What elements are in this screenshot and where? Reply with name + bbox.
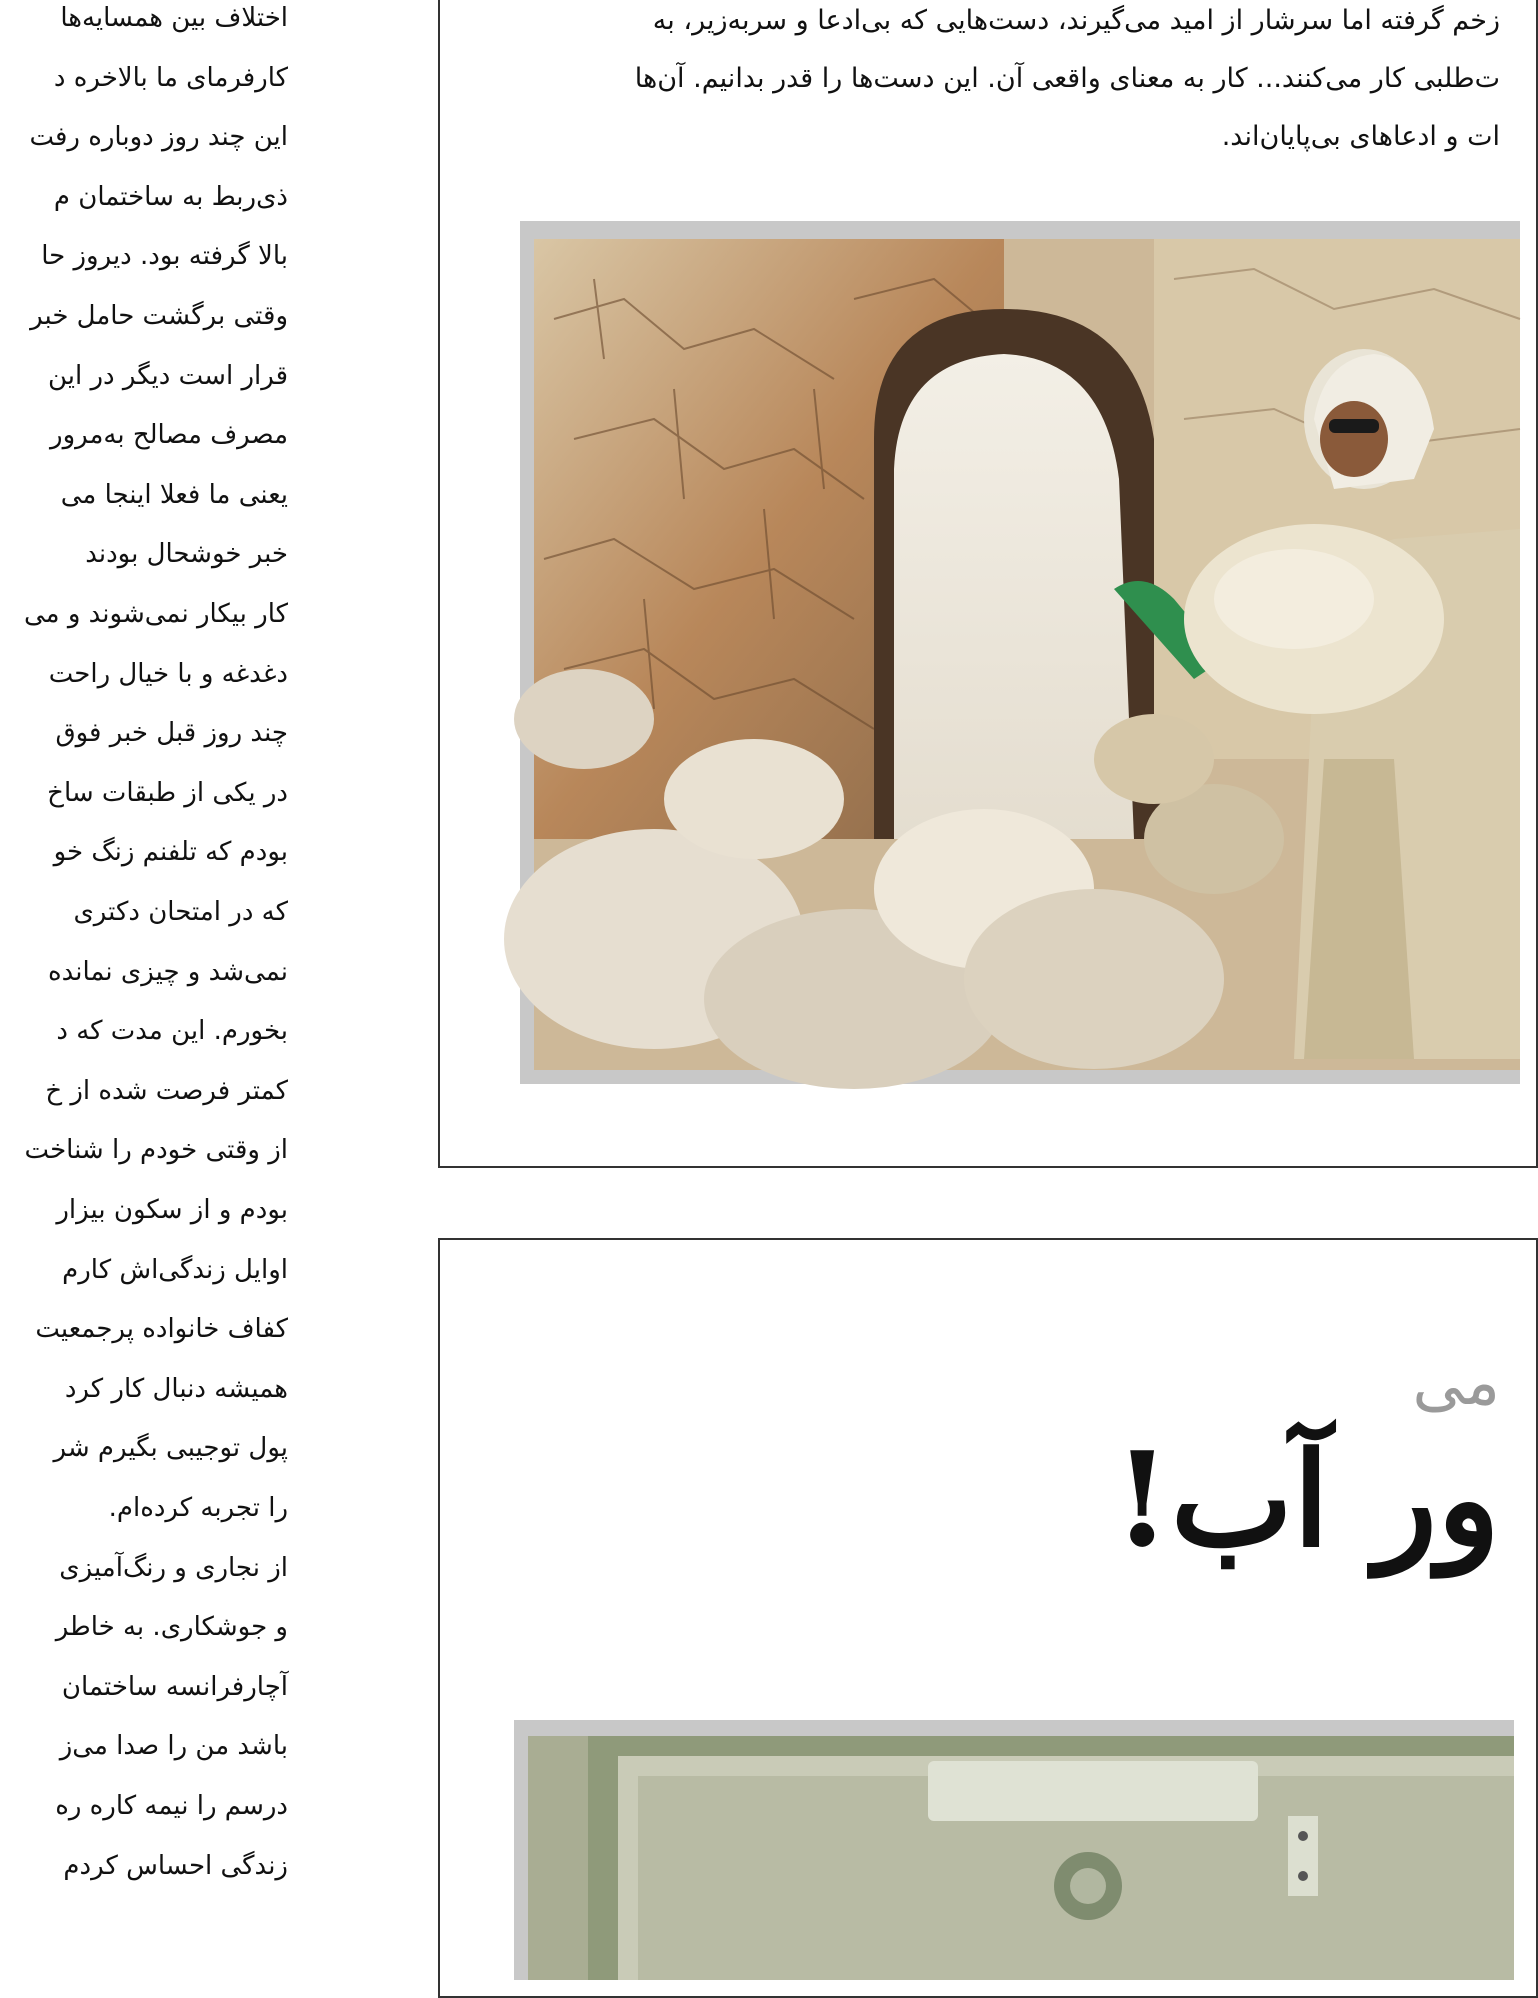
left-article-line-text: کفاف خانواده پرجمعیت: [35, 1314, 288, 1345]
photo-worker-carrying-stone: [534, 239, 1520, 1070]
left-article-line: [2, 598, 288, 630]
left-article-line: [2, 240, 288, 272]
left-article-line: [2, 836, 288, 868]
left-article-line-text: یعنی ما فعلا اینجا می: [60, 479, 288, 510]
left-article-line: [2, 1671, 288, 1703]
left-article-line-text: از نجاری و رنگ‌آمیزی: [59, 1552, 288, 1583]
left-article-line-text: قرار است دیگر در این: [47, 360, 288, 391]
left-article-line-text: بودم و از سکون بیزار: [56, 1195, 288, 1225]
left-article-line: [2, 1134, 288, 1166]
left-article-line-text: اوایل زندگی‌اش کارم: [62, 1254, 288, 1285]
left-article-line-text: کار بیکار نمی‌شوند و می: [23, 599, 288, 629]
left-article-line-text: مصرف مصالح به‌مرور: [50, 420, 288, 451]
left-article-line: [2, 121, 288, 153]
top-article-line: ت‌طلبی کار می‌کنند... کار به معنای واقعی آن. این دست‌ها را قدر بدانیم. آن‌ها: [634, 63, 1500, 94]
photo-frame-workers: [520, 221, 1520, 1084]
left-article-line: [2, 419, 288, 451]
left-article-line-text: بودم که تلفنم زنگ خو: [53, 837, 288, 868]
left-article-line-text: درسم را نیمه کاره ره: [55, 1791, 288, 1821]
left-article-line-text: را تجربه کرده‌ام.: [108, 1493, 288, 1523]
photo-frame-second: [514, 1720, 1514, 1980]
left-article-line: [2, 300, 288, 332]
left-article-line-text: نمی‌شد و چیزی نمانده: [47, 956, 288, 987]
left-article-line: [2, 1254, 288, 1286]
top-article-line: ات و ادعاهای بی‌پایان‌اند.: [1221, 121, 1500, 152]
left-article-line-text: ذی‌ربط به ساختمان م: [53, 181, 288, 212]
left-article-line: [2, 956, 288, 988]
article-kicker: می: [1412, 1346, 1500, 1420]
left-article-line: [2, 181, 288, 213]
left-article-line-text: چند روز قبل خبر فوق: [55, 718, 288, 749]
left-article-column: [0, 0, 288, 1944]
left-article-line: [2, 1015, 288, 1047]
left-article-line: [2, 1552, 288, 1584]
left-article-line: [2, 896, 288, 928]
left-article-line-text: آچارفرانسه ساختمان: [61, 1671, 288, 1702]
left-article-line: [2, 1611, 288, 1643]
left-article-line-text: در یکی از طبقات ساخ: [47, 777, 288, 808]
left-article-line-text: باشد من را صدا می‌ز: [59, 1731, 288, 1762]
left-article-line: [2, 62, 288, 94]
left-article-line-text: بالا گرفته بود. دیروز حا: [41, 241, 288, 272]
left-article-line: [2, 479, 288, 511]
article-headline: ور آب!: [1113, 1423, 1500, 1576]
left-article-line-text: کمتر فرصت شده از خ: [45, 1075, 288, 1106]
left-article-line: [2, 717, 288, 749]
left-article-line: [2, 1730, 288, 1762]
left-article-line: [2, 1850, 288, 1882]
photo-concrete-box: [528, 1736, 1514, 1980]
left-article-line: [2, 360, 288, 392]
left-article-line-text: پول توجیبی بگیرم شر: [53, 1433, 288, 1464]
left-article-line: [2, 1790, 288, 1822]
left-article-line: [2, 1432, 288, 1464]
left-article-line-text: زندگی احساس کردم: [63, 1850, 288, 1881]
left-article-line-text: اختلاف بین همسایه‌ها: [60, 3, 288, 33]
left-article-line: [2, 538, 288, 570]
left-article-line-text: کارفرمای ما بالاخره د: [53, 62, 288, 93]
left-article-line-text: دغدغه و با خیال راحت: [48, 658, 288, 689]
left-article-line: [2, 1373, 288, 1405]
left-article-line: [2, 1194, 288, 1226]
left-article-line-text: که در امتحان دکتری: [73, 897, 288, 927]
left-article-line: [2, 2, 288, 34]
left-article-line-text: وقتی برگشت حامل خبر: [30, 301, 288, 331]
left-article-line-text: همیشه دنبال کار کرد: [64, 1373, 288, 1404]
left-article-line: [2, 1313, 288, 1345]
left-article-line-text: و جوشکاری. به خاطر: [55, 1612, 288, 1643]
left-article-line: [2, 658, 288, 690]
left-article-line: [2, 1075, 288, 1107]
left-article-line-text: این چند روز دوباره رفت: [29, 122, 288, 153]
top-article-line: زخم گرفته اما سرشار از امید می‌گیرند، دست‌هایی که بی‌ادعا و سربه‌زیر، به: [652, 5, 1500, 36]
left-article-line-text: خبر خوشحال بودند: [85, 539, 288, 570]
left-article-line-text: بخورم. این مدت که د: [56, 1016, 288, 1047]
left-article-line: [2, 777, 288, 809]
left-article-line-text: از وقتی خودم را شناخت: [24, 1135, 288, 1166]
top-article-text: [508, 0, 1500, 166]
left-article-line: [2, 1492, 288, 1524]
